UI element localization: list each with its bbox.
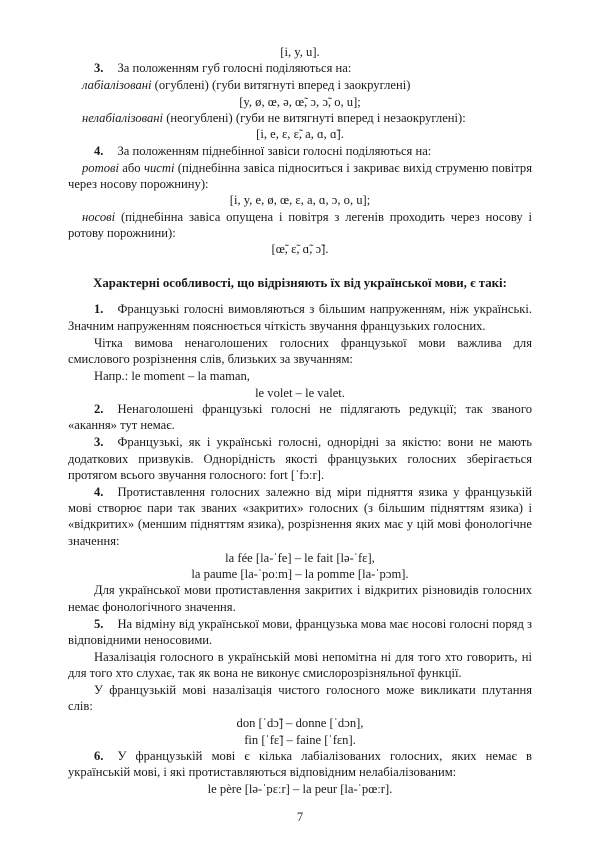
feature-text-1: Французькі голосні вимовляються з більшим напруженням, ніж українські. Значним напруженням пояснюється чіткість звучання французьких голосних.	[68, 302, 532, 333]
oral-description: (піднебінна завіса підноситься і закриває вихід струменю повітря через носову порожнину):	[68, 160, 532, 191]
example-paume-pomme: la paume [la-ˈpoːm] – la pomme [la-ˈpɔm].	[191, 567, 409, 582]
list-number-3: 3.	[94, 61, 104, 76]
oral-vowels-definition	[68, 160, 532, 193]
feature-number-4: 4.	[94, 484, 104, 499]
oral-term: ротові	[82, 160, 119, 175]
labialized-transcription: [y, ø, œ, ə, œ̃, ɔ, ɔ̃, o, u];	[239, 94, 361, 109]
oral-transcription: [i, y, e, ø, œ, ɛ, a, ɑ, ɔ, o, u];	[229, 193, 371, 208]
list-item-4	[68, 143, 532, 159]
feature-item-3	[68, 434, 532, 483]
oral-conjunction: або	[118, 160, 144, 175]
example-volet-valet: le volet – le valet.	[255, 385, 345, 400]
paragraph-nasalization-french: У французькій мові назалізація чистого голосного може викликати плутання слів:	[68, 683, 532, 714]
feature-item-4	[68, 484, 532, 549]
list-number-4: 4.	[94, 143, 104, 158]
feature-text-5: На відміну від української мови, французька мова має носові голосні поряд з відповідними неносовими.	[68, 616, 532, 647]
page-number: 7	[296, 810, 304, 824]
pure-term: чисті	[143, 160, 175, 175]
labialized-description: (огублені) (губи витягнуті вперед і заокруглені)	[151, 78, 411, 93]
nonlabialized-definition	[68, 110, 532, 126]
nonlabialized-transcription: [i, e, ɛ, ɛ̃, a, ɑ, ɑ̃].	[256, 127, 344, 142]
nasal-transcription: [œ̃, ɛ̃, ɑ̃, ɔ̃].	[271, 242, 329, 257]
transcription-vowels-closed: [i, y, u].	[280, 45, 320, 59]
list-item-3-text: За положенням губ голосні поділяються на:	[117, 61, 352, 76]
nasal-vowels-definition	[68, 209, 532, 242]
paragraph-nasalization-ukrainian: Назалізація голосного в українській мові непомітна ні для того хто говорить, ні для того хто слухає, так як вона не виконує смислорозрізняльної функції.	[68, 649, 532, 681]
section-heading: Характерні особливості, що відрізняють їх від української мови, є такі:	[93, 275, 507, 290]
feature-item-1	[68, 301, 532, 334]
nonlabialized-term: нелабіалізовані	[82, 110, 164, 125]
feature-text-2: Ненаголошені французькі голосні не підлягають редукції; так званого «акання» тут немає.	[68, 401, 532, 433]
page-body	[68, 44, 532, 798]
feature-item-5	[68, 616, 532, 649]
example-fin-faine: fin [ˈfɛ̃] – faine [ˈfɛn].	[244, 732, 356, 747]
feature-item-6	[68, 748, 532, 781]
example-don-donne: don [ˈdɔ̃] – donne [ˈdɔn],	[236, 716, 364, 731]
feature-text-3: Французькі, як і українські голосні, однорідні за якістю: вони не мають додаткових призвуків. Однорідність якості французьких голосних зберігається протягом всього звучання голосного: fort [ˈfɔːr].	[68, 435, 532, 482]
example-pere-peur: le père [lə-ˈpɛːr] – la peur [la-ˈpœːr].	[207, 782, 393, 797]
example-moment-maman: Напр.: le moment – la maman,	[94, 368, 250, 383]
list-item-4-text: За положенням піднебінної завіси голосні поділяються на:	[117, 143, 432, 158]
feature-text-4: Протиставлення голосних залежно від міри підняття язика у французькій мові створює пари так званих «закритих» голосних (з більшим підняттям язика) і «відкритих» (меншим підняттям язика), розрізнення яких має у цій мові фонологічне значення:	[68, 484, 532, 548]
nonlabialized-description: (неогублені) (губи не витягнуті вперед і незаокруглені):	[163, 110, 466, 125]
feature-number-6: 6.	[94, 749, 104, 763]
paragraph-ukrainian-no-phonological: Для української мови протиставлення закритих і відкритих різновидів голосних немає фонологічного значення.	[68, 583, 532, 614]
feature-text-6: У французькій мові є кілька лабіалізованих голосних, яких немає в українській мові, і які протиставляються відповідним нелабіалізованим:	[68, 749, 532, 780]
list-item-3	[68, 60, 532, 76]
feature-number-2: 2.	[94, 401, 104, 416]
nasal-term: носові	[82, 209, 116, 224]
labialized-definition	[68, 77, 532, 93]
feature-number-3: 3.	[94, 435, 104, 450]
nasal-description: (піднебінна завіса опущена і повітря з легенів проходить через носову і ротову порожнини):	[68, 209, 532, 240]
feature-item-2	[68, 401, 532, 434]
paragraph-clear-pronunciation: Чітка вимова ненаголошених голосних французької мови важлива для смислового розрізнення слів, близьких за звучанням:	[68, 335, 532, 366]
feature-number-5: 5.	[94, 616, 104, 631]
feature-number-1: 1.	[94, 302, 104, 317]
labialized-term: лабіалізовані	[82, 78, 152, 93]
example-fee-fait: la fée [la-ˈfe] – le fait [lə-ˈfɛ],	[225, 550, 375, 565]
